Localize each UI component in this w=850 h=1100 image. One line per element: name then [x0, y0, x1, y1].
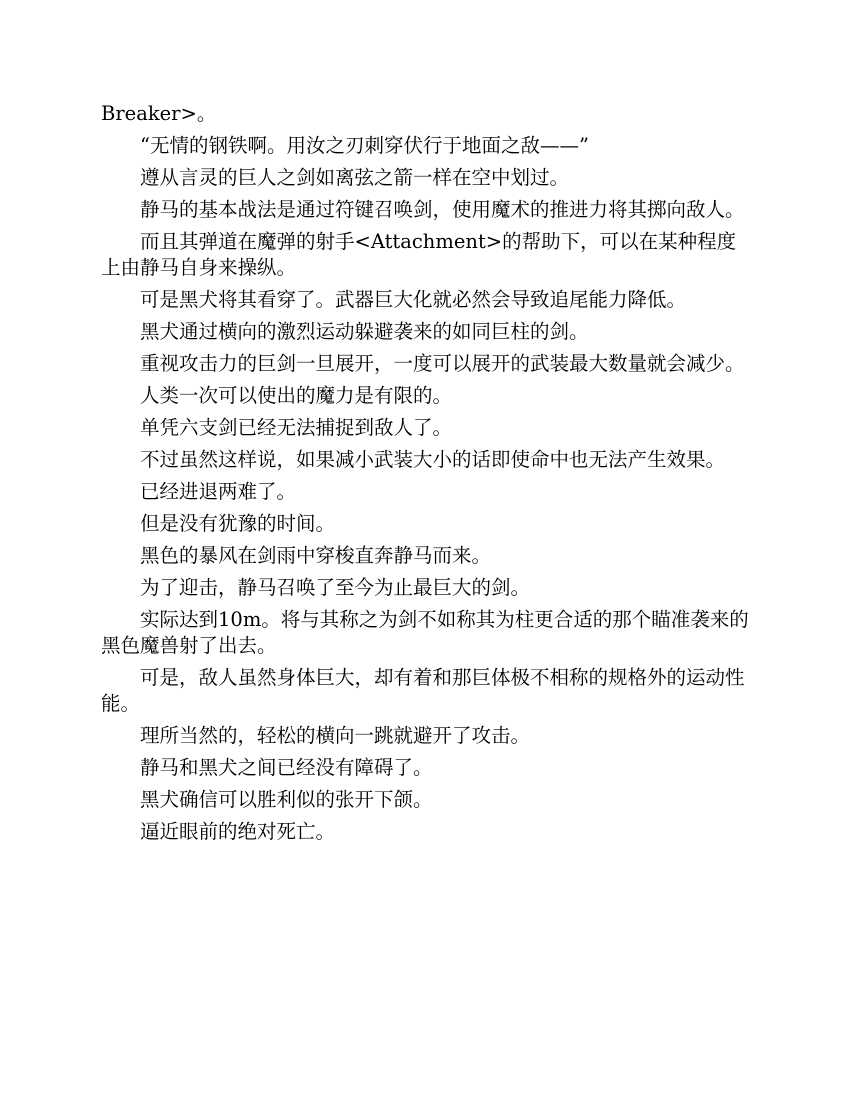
- paragraph: 人类一次可以使出的魔力是有限的。: [140, 384, 453, 407]
- paragraph: 单凭六支剑已经无法捕捉到敌人了。: [140, 416, 453, 439]
- paragraph: 为了迎击，静马召唤了至今为止最巨大的剑。: [140, 576, 531, 599]
- paragraph: 黑色的暴风在剑雨中穿梭直奔静马而来。: [140, 544, 492, 567]
- paragraph: 但是没有犹豫的时间。: [140, 512, 336, 535]
- paragraph: 不过虽然这样说，如果减小武装大小的话即使命中也无法产生效果。: [140, 448, 726, 471]
- paragraph: 静马的基本战法是通过符键召唤剑，使用魔术的推进力将其掷向敌人。: [140, 198, 745, 221]
- paragraph: 实际达到10m。将与其称之为剑不如称其为柱更合适的那个瞄准袭来的黑色魔兽射了出去。: [101, 608, 749, 657]
- paragraph: 理所当然的，轻松的横向一跳就避开了攻击。: [140, 724, 531, 747]
- paragraph: 已经进退两难了。: [140, 480, 297, 503]
- paragraph: 黑犬通过横向的激烈运动躲避袭来的如同巨柱的剑。: [140, 320, 589, 343]
- paragraph: 遵从言灵的巨人之剑如离弦之箭一样在空中划过。: [140, 166, 570, 189]
- paragraph: 而且其弹道在魔弹的射手<Attachment>的帮助下，可以在某种程度上由静马自身来操纵。: [101, 230, 737, 279]
- paragraph: 重视攻击力的巨剑一旦展开，一度可以展开的武装最大数量就会减少。: [140, 352, 745, 375]
- paragraph: 可是黑犬将其看穿了。武器巨大化就必然会导致追尾能力降低。: [140, 288, 687, 311]
- paragraph: 静马和黑犬之间已经没有障碍了。: [140, 756, 433, 779]
- paragraph: Breaker>。: [101, 102, 217, 125]
- paragraph: 可是，敌人虽然身体巨大，却有着和那巨体极不相称的规格外的运动性能。: [101, 666, 745, 715]
- paragraph: 黑犬确信可以胜利似的张开下颌。: [140, 788, 433, 811]
- paragraph: “无情的钢铁啊。用汝之刃刺穿伏行于地面之敌——”: [140, 134, 589, 157]
- paragraph: 逼近眼前的绝对死亡。: [140, 820, 336, 843]
- document-page: [101, 101, 749, 851]
